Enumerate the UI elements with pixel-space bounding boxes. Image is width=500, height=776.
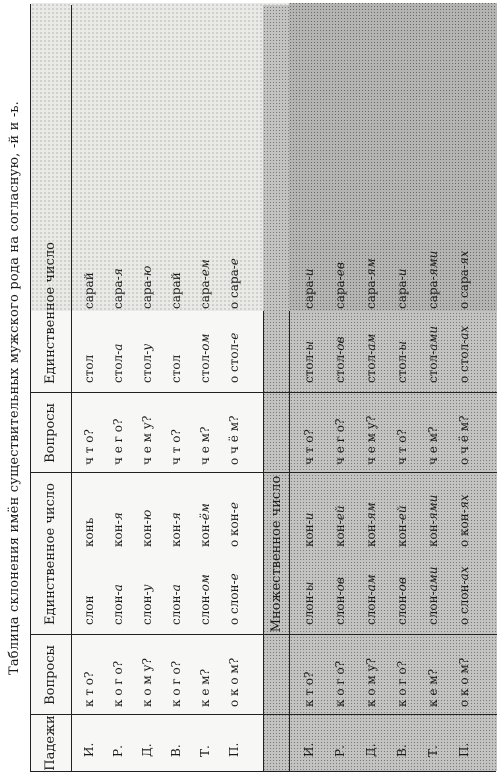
word-stem: о кон- bbox=[227, 509, 241, 547]
word-c bbox=[456, 326, 472, 383]
word-d bbox=[363, 258, 379, 309]
word-stem: сара- bbox=[302, 276, 316, 309]
word-stem: стол- bbox=[111, 350, 125, 383]
word-stem: слон- bbox=[364, 591, 378, 625]
word-ending: ам bbox=[364, 333, 378, 351]
word-stem: кон- bbox=[364, 520, 378, 547]
word-a bbox=[139, 584, 155, 625]
question-right: ч т о? bbox=[302, 429, 316, 465]
word-c bbox=[110, 344, 126, 383]
question-left: к о м у? bbox=[364, 658, 378, 707]
word-c bbox=[425, 326, 441, 383]
header-questions-right: Вопросы bbox=[43, 403, 58, 463]
word-stem: стол- bbox=[395, 350, 409, 383]
word-b bbox=[226, 502, 242, 547]
question-left: к о м у? bbox=[140, 658, 154, 707]
word-stem: стол- bbox=[198, 350, 212, 383]
word-c bbox=[81, 355, 97, 383]
word-d bbox=[394, 269, 410, 310]
question-right: ч е м? bbox=[198, 426, 212, 465]
word-a bbox=[456, 566, 472, 625]
word-a bbox=[81, 595, 97, 625]
word-stem: сара- bbox=[140, 276, 154, 309]
word-stem: кон- bbox=[395, 520, 409, 547]
case-label: И. bbox=[82, 742, 96, 757]
word-c bbox=[363, 334, 379, 383]
word-ending: ов bbox=[333, 336, 347, 351]
word-c bbox=[168, 355, 184, 383]
word-d bbox=[456, 250, 472, 309]
word-d bbox=[139, 266, 155, 309]
question-left: о к о м? bbox=[457, 657, 471, 707]
table-caption: Таблица склонения имён существительных мужского рода на согласную, -й и -ь. bbox=[7, 100, 22, 676]
question-left: к т о? bbox=[82, 671, 96, 707]
word-a bbox=[394, 577, 410, 625]
word-a bbox=[168, 584, 184, 625]
word-stem: слон- bbox=[426, 591, 440, 625]
word-b bbox=[139, 510, 155, 547]
question-left: к о г о? bbox=[333, 660, 347, 707]
word-stem: слон- bbox=[198, 591, 212, 625]
word-stem: стол- bbox=[364, 350, 378, 383]
word-stem: слон- bbox=[169, 591, 183, 625]
word-stem: слон- bbox=[140, 591, 154, 625]
word-ending: ях bbox=[457, 494, 471, 510]
word-stem: стол bbox=[82, 354, 96, 383]
word-ending: е bbox=[227, 502, 241, 510]
question-right: ч т о? bbox=[169, 429, 183, 465]
word-ending: ов bbox=[395, 577, 409, 592]
word-stem: сара- bbox=[111, 276, 125, 309]
header-singular-right: Единственное число bbox=[43, 242, 58, 384]
word-ending: ях bbox=[457, 250, 471, 266]
word-ending: е bbox=[227, 332, 241, 340]
word-ending: ей bbox=[333, 505, 347, 521]
case-label: В. bbox=[395, 744, 409, 757]
word-ending: ах bbox=[457, 566, 471, 581]
word-ending: ами bbox=[426, 566, 440, 592]
question-right: о ч ё м? bbox=[227, 415, 241, 465]
question-right: ч е г о? bbox=[333, 418, 347, 465]
word-ending: а bbox=[111, 343, 125, 351]
word-ending: ам bbox=[364, 574, 378, 592]
word-ending: я bbox=[111, 512, 125, 521]
word-stem: сара- bbox=[426, 276, 440, 309]
question-right: ч т о? bbox=[82, 429, 96, 465]
case-label: Д. bbox=[140, 743, 154, 757]
word-b bbox=[425, 495, 441, 547]
word-stem: слон- bbox=[395, 591, 409, 625]
word-stem: сарай bbox=[82, 272, 96, 309]
word-b bbox=[168, 512, 184, 547]
word-b bbox=[394, 505, 410, 547]
word-a bbox=[363, 574, 379, 625]
question-right: ч е м у? bbox=[140, 415, 154, 465]
word-d bbox=[168, 272, 184, 309]
case-label: П. bbox=[227, 742, 241, 757]
word-stem: кон- bbox=[426, 520, 440, 547]
case-label: Т. bbox=[426, 745, 440, 757]
word-stem: о сара- bbox=[227, 265, 241, 309]
word-stem: сара- bbox=[333, 276, 347, 309]
word-stem: стол- bbox=[426, 350, 440, 383]
word-ending: ах bbox=[457, 325, 471, 340]
question-left: к о г о? bbox=[395, 660, 409, 707]
word-stem: сара- bbox=[395, 276, 409, 309]
word-ending: у bbox=[140, 584, 154, 592]
word-d bbox=[425, 251, 441, 309]
plural-section-top bbox=[263, 311, 264, 771]
case-label: П. bbox=[457, 742, 471, 757]
question-right: ч т о? bbox=[395, 429, 409, 465]
word-c bbox=[139, 344, 155, 383]
word-a bbox=[197, 574, 213, 625]
word-ending: ей bbox=[395, 505, 409, 521]
word-stem: кон- bbox=[198, 520, 212, 547]
word-ending: и bbox=[302, 512, 316, 521]
plural-header-underline bbox=[289, 311, 290, 771]
word-d bbox=[332, 262, 348, 309]
word-ending: ы bbox=[395, 340, 409, 351]
word-stem: о стол- bbox=[227, 339, 241, 383]
word-ending: е bbox=[227, 258, 241, 266]
word-a bbox=[226, 573, 242, 625]
header-cases: Падежи bbox=[43, 715, 58, 771]
word-b bbox=[197, 503, 213, 547]
question-left: к е м? bbox=[426, 669, 440, 707]
word-b bbox=[456, 494, 472, 547]
word-ending: е bbox=[227, 573, 241, 581]
word-ending: а bbox=[169, 584, 183, 592]
word-stem: слон bbox=[82, 595, 96, 625]
declension-table bbox=[30, 4, 496, 772]
case-label: В. bbox=[169, 744, 183, 757]
word-b bbox=[110, 512, 126, 547]
word-stem: о слон- bbox=[457, 580, 471, 625]
word-stem: слон- bbox=[111, 591, 125, 625]
word-a bbox=[301, 582, 317, 625]
word-ending: ев bbox=[333, 262, 347, 277]
word-d bbox=[81, 272, 97, 309]
word-ending: ю bbox=[140, 265, 154, 277]
word-d bbox=[110, 268, 126, 309]
case-label: Р. bbox=[333, 745, 347, 757]
word-stem: конь bbox=[82, 517, 96, 547]
word-stem: о стол- bbox=[457, 339, 471, 383]
word-ending: ём bbox=[198, 503, 212, 521]
word-ending: ом bbox=[198, 574, 212, 592]
question-left: к о г о? bbox=[111, 660, 125, 707]
question-right: ч е м у? bbox=[364, 415, 378, 465]
word-stem: слон- bbox=[333, 591, 347, 625]
word-stem: стол bbox=[169, 354, 183, 383]
word-ending: ов bbox=[333, 577, 347, 592]
case-label: Р. bbox=[111, 745, 125, 757]
word-c bbox=[301, 341, 317, 383]
word-stem: стол- bbox=[140, 350, 154, 383]
word-ending: а bbox=[111, 584, 125, 592]
word-ending: ю bbox=[140, 509, 154, 521]
word-stem: кон- bbox=[140, 520, 154, 547]
word-b bbox=[301, 512, 317, 547]
word-ending: и bbox=[302, 268, 316, 277]
word-stem: сара- bbox=[198, 276, 212, 309]
word-a bbox=[425, 567, 441, 625]
word-stem: кон- bbox=[111, 520, 125, 547]
word-ending: ями bbox=[426, 494, 440, 521]
word-stem: слон- bbox=[302, 591, 316, 625]
word-ending: я bbox=[169, 512, 183, 521]
word-b bbox=[81, 518, 97, 547]
word-stem: кон- bbox=[169, 520, 183, 547]
word-stem: о слон- bbox=[227, 580, 241, 625]
word-ending: я bbox=[111, 268, 125, 277]
word-c bbox=[226, 333, 242, 383]
word-d bbox=[197, 259, 213, 309]
question-right: ч е г о? bbox=[111, 418, 125, 465]
word-b bbox=[363, 502, 379, 547]
word-stem: кон- bbox=[333, 520, 347, 547]
word-c bbox=[197, 334, 213, 383]
word-stem: стол- bbox=[302, 350, 316, 383]
case-label: Т. bbox=[198, 745, 212, 757]
word-d bbox=[301, 269, 317, 310]
word-ending: ом bbox=[198, 333, 212, 351]
question-left: к е м? bbox=[198, 669, 212, 707]
word-stem: сара- bbox=[364, 276, 378, 309]
word-ending: и bbox=[395, 268, 409, 277]
question-left: к т о? bbox=[302, 671, 316, 707]
question-left: о к о м? bbox=[227, 657, 241, 707]
header-singular-left: Единственное число bbox=[43, 483, 58, 625]
word-c bbox=[394, 341, 410, 383]
word-stem: о кон- bbox=[457, 509, 471, 547]
word-ending: у bbox=[140, 343, 154, 351]
word-stem: стол- bbox=[333, 350, 347, 383]
word-c bbox=[332, 337, 348, 383]
question-right: ч е м? bbox=[426, 426, 440, 465]
case-label: И. bbox=[302, 742, 316, 757]
word-b bbox=[332, 505, 348, 547]
word-a bbox=[332, 577, 348, 625]
header-plural: Множественное число bbox=[269, 475, 284, 633]
word-ending: ем bbox=[198, 259, 212, 277]
word-stem: сарай bbox=[169, 272, 183, 309]
word-ending: ями bbox=[426, 250, 440, 277]
word-ending: ы bbox=[302, 340, 316, 351]
header-questions-left: Вопросы bbox=[43, 645, 58, 705]
word-ending: ям bbox=[364, 502, 378, 521]
question-right: о ч ё м? bbox=[457, 415, 471, 465]
word-stem: о сара- bbox=[457, 265, 471, 309]
word-d bbox=[226, 258, 242, 309]
word-ending: ы bbox=[302, 581, 316, 592]
word-stem: кон- bbox=[302, 520, 316, 547]
word-ending: ям bbox=[364, 258, 378, 277]
header-underline bbox=[71, 5, 72, 771]
case-label: Д. bbox=[364, 743, 378, 757]
question-left: к о г о? bbox=[169, 660, 183, 707]
word-ending: ами bbox=[426, 325, 440, 351]
word-a bbox=[110, 584, 126, 625]
